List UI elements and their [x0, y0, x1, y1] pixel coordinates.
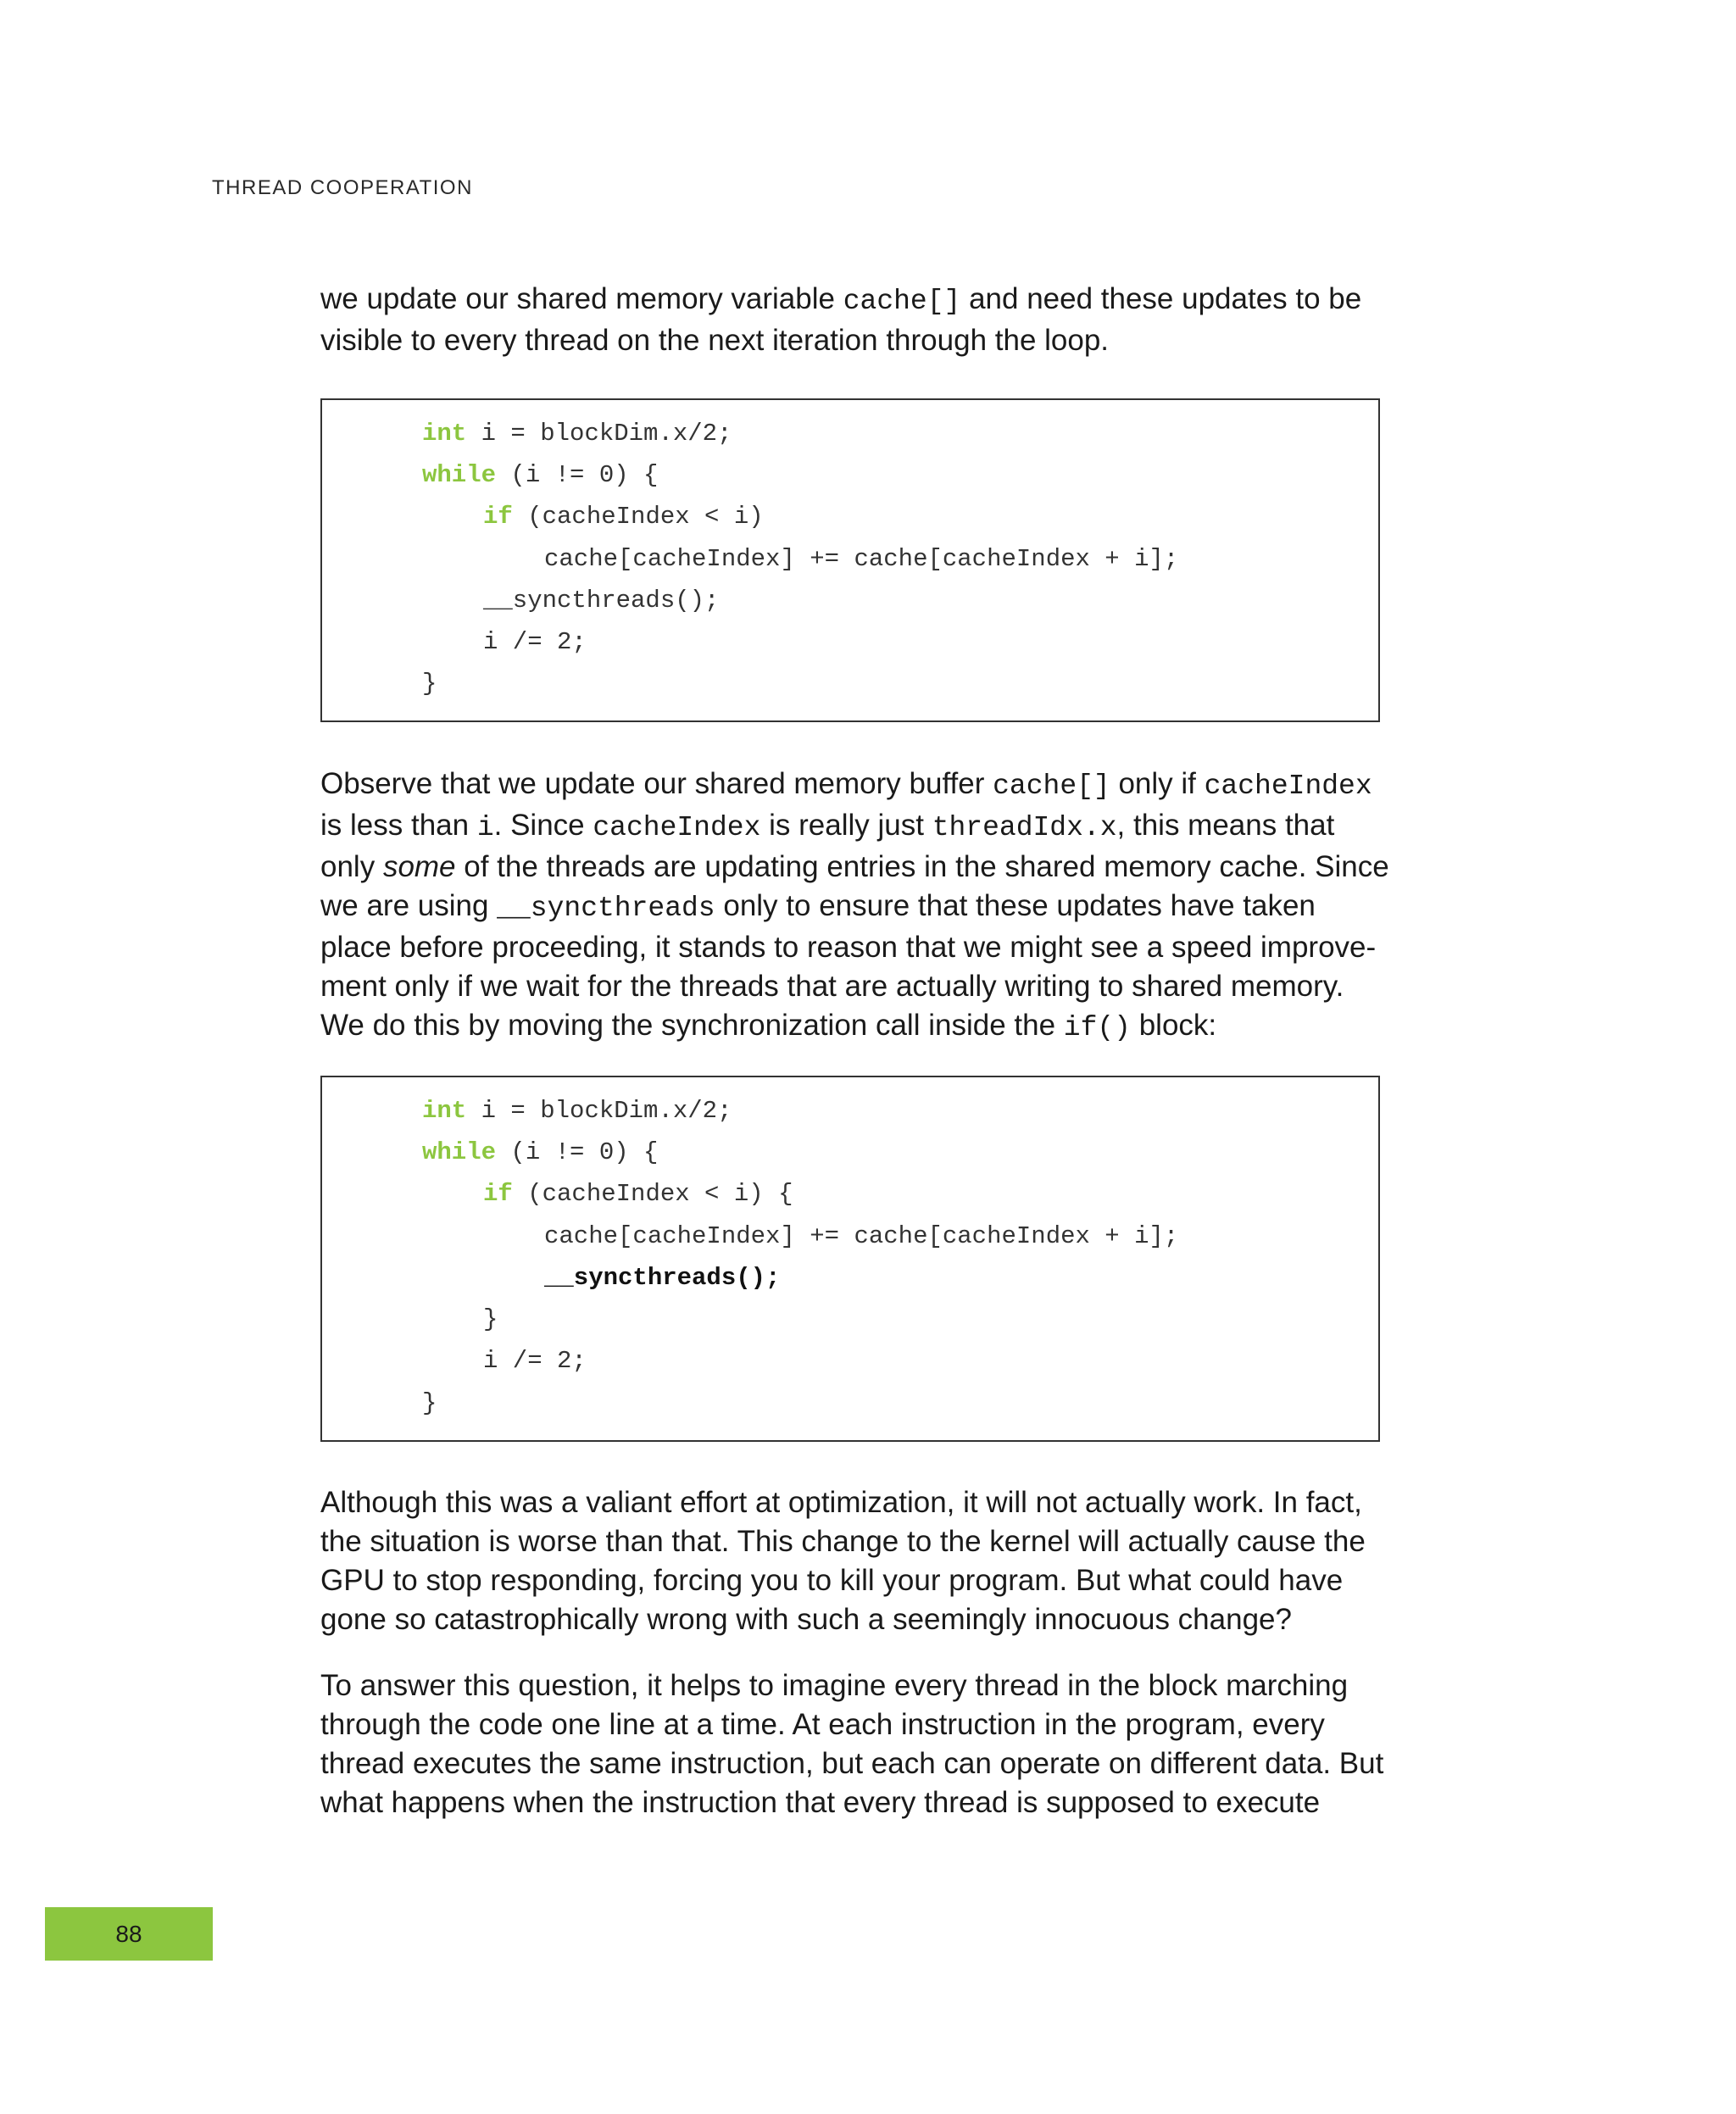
code-line — [422, 459, 658, 492]
paragraph-answer — [320, 1666, 1393, 1822]
running-head: THREAD COOPERATION — [212, 176, 473, 199]
text: only to ensure that these updates have taken place before proceeding, it stands to reason that we might see a speed improve-ment only if we wait for the threads that are actually writing to shared memory. We do this by moving the synchronization call inside the — [320, 889, 1377, 1042]
text: is really just — [760, 809, 932, 842]
text: is less than — [320, 809, 477, 842]
page-gutter — [0, 1961, 229, 2114]
code-line — [483, 500, 764, 534]
keyword: int — [422, 420, 467, 448]
code-line — [422, 1094, 732, 1128]
paragraph-observe — [320, 765, 1393, 1048]
text: , this means that only — [320, 809, 1335, 883]
code-line — [422, 417, 732, 451]
paragraph-although — [320, 1483, 1393, 1639]
code-line — [483, 1177, 793, 1211]
code-text: (i != 0) { — [496, 1138, 659, 1166]
code-line-bold: __syncthreads(); — [544, 1264, 781, 1292]
text: . Since — [493, 809, 593, 842]
code-text: (cacheIndex < i) { — [512, 1180, 793, 1208]
text: and need these updates to be visible to every thread on the next iteration through the loop. — [320, 282, 1362, 357]
keyword: while — [422, 461, 497, 489]
code-text: (i != 0) { — [496, 461, 659, 489]
code-text: i = blockDim.x/2; — [466, 420, 732, 448]
text: we update our shared memory variable — [320, 282, 843, 315]
inline-code: cacheIndex — [593, 812, 761, 843]
code-text: i = blockDim.x/2; — [466, 1097, 732, 1125]
page-number: 88 — [115, 1920, 142, 1947]
code-block-2 — [320, 1076, 1380, 1442]
code-block-1 — [320, 398, 1380, 722]
inline-code: threadIdx.x — [932, 812, 1117, 843]
inline-code: cache[] — [993, 770, 1110, 802]
text: Observe that we update our shared memory buffer — [320, 767, 993, 800]
text: Although this was a valiant effort at optimization, it will not actually work. In fact, the situation is worse than that. This change to the kernel will actually cause the GPU to stop responding, forcing you to kill your program. But what could have gone so catastrophically wrong with such a seemingly innocuous change? — [320, 1486, 1366, 1636]
code-line: i /= 2; — [483, 628, 587, 656]
code-line: i /= 2; — [483, 1347, 587, 1375]
code-line: __syncthreads(); — [483, 587, 720, 615]
code-text: (cacheIndex < i) — [512, 503, 764, 531]
code-line — [422, 1136, 658, 1170]
inline-code: __syncthreads — [497, 893, 715, 924]
inline-code: i — [476, 812, 494, 843]
emphasis: some — [382, 850, 456, 883]
text: only if — [1110, 767, 1205, 800]
code-line: cache[cacheIndex] += cache[cacheIndex + i]; — [544, 545, 1179, 573]
code-line: cache[cacheIndex] += cache[cacheIndex + i]; — [544, 1222, 1179, 1250]
code-line: } — [422, 1389, 437, 1417]
keyword: while — [422, 1138, 497, 1166]
inline-code: if() — [1063, 1012, 1131, 1043]
keyword: if — [483, 503, 513, 531]
inline-code: cache[] — [843, 286, 961, 317]
text: To answer this question, it helps to imagine every thread in the block marching through the code one line at a time. At each instruction in the program, every thread executes the same instruction, but each can operate on different data. But what happens when the instruction that every thread is supposed to execute — [320, 1669, 1384, 1819]
code-line: } — [422, 670, 437, 698]
text: of the threads are updating entries in the shared memory cache. Since we are using — [320, 850, 1389, 922]
page-number-tab — [45, 1907, 213, 1961]
keyword: if — [483, 1180, 513, 1208]
paragraph-intro — [320, 280, 1393, 360]
code-line: } — [483, 1305, 498, 1333]
text: block: — [1130, 1009, 1217, 1042]
inline-code: cacheIndex — [1204, 770, 1372, 802]
keyword: int — [422, 1097, 467, 1125]
